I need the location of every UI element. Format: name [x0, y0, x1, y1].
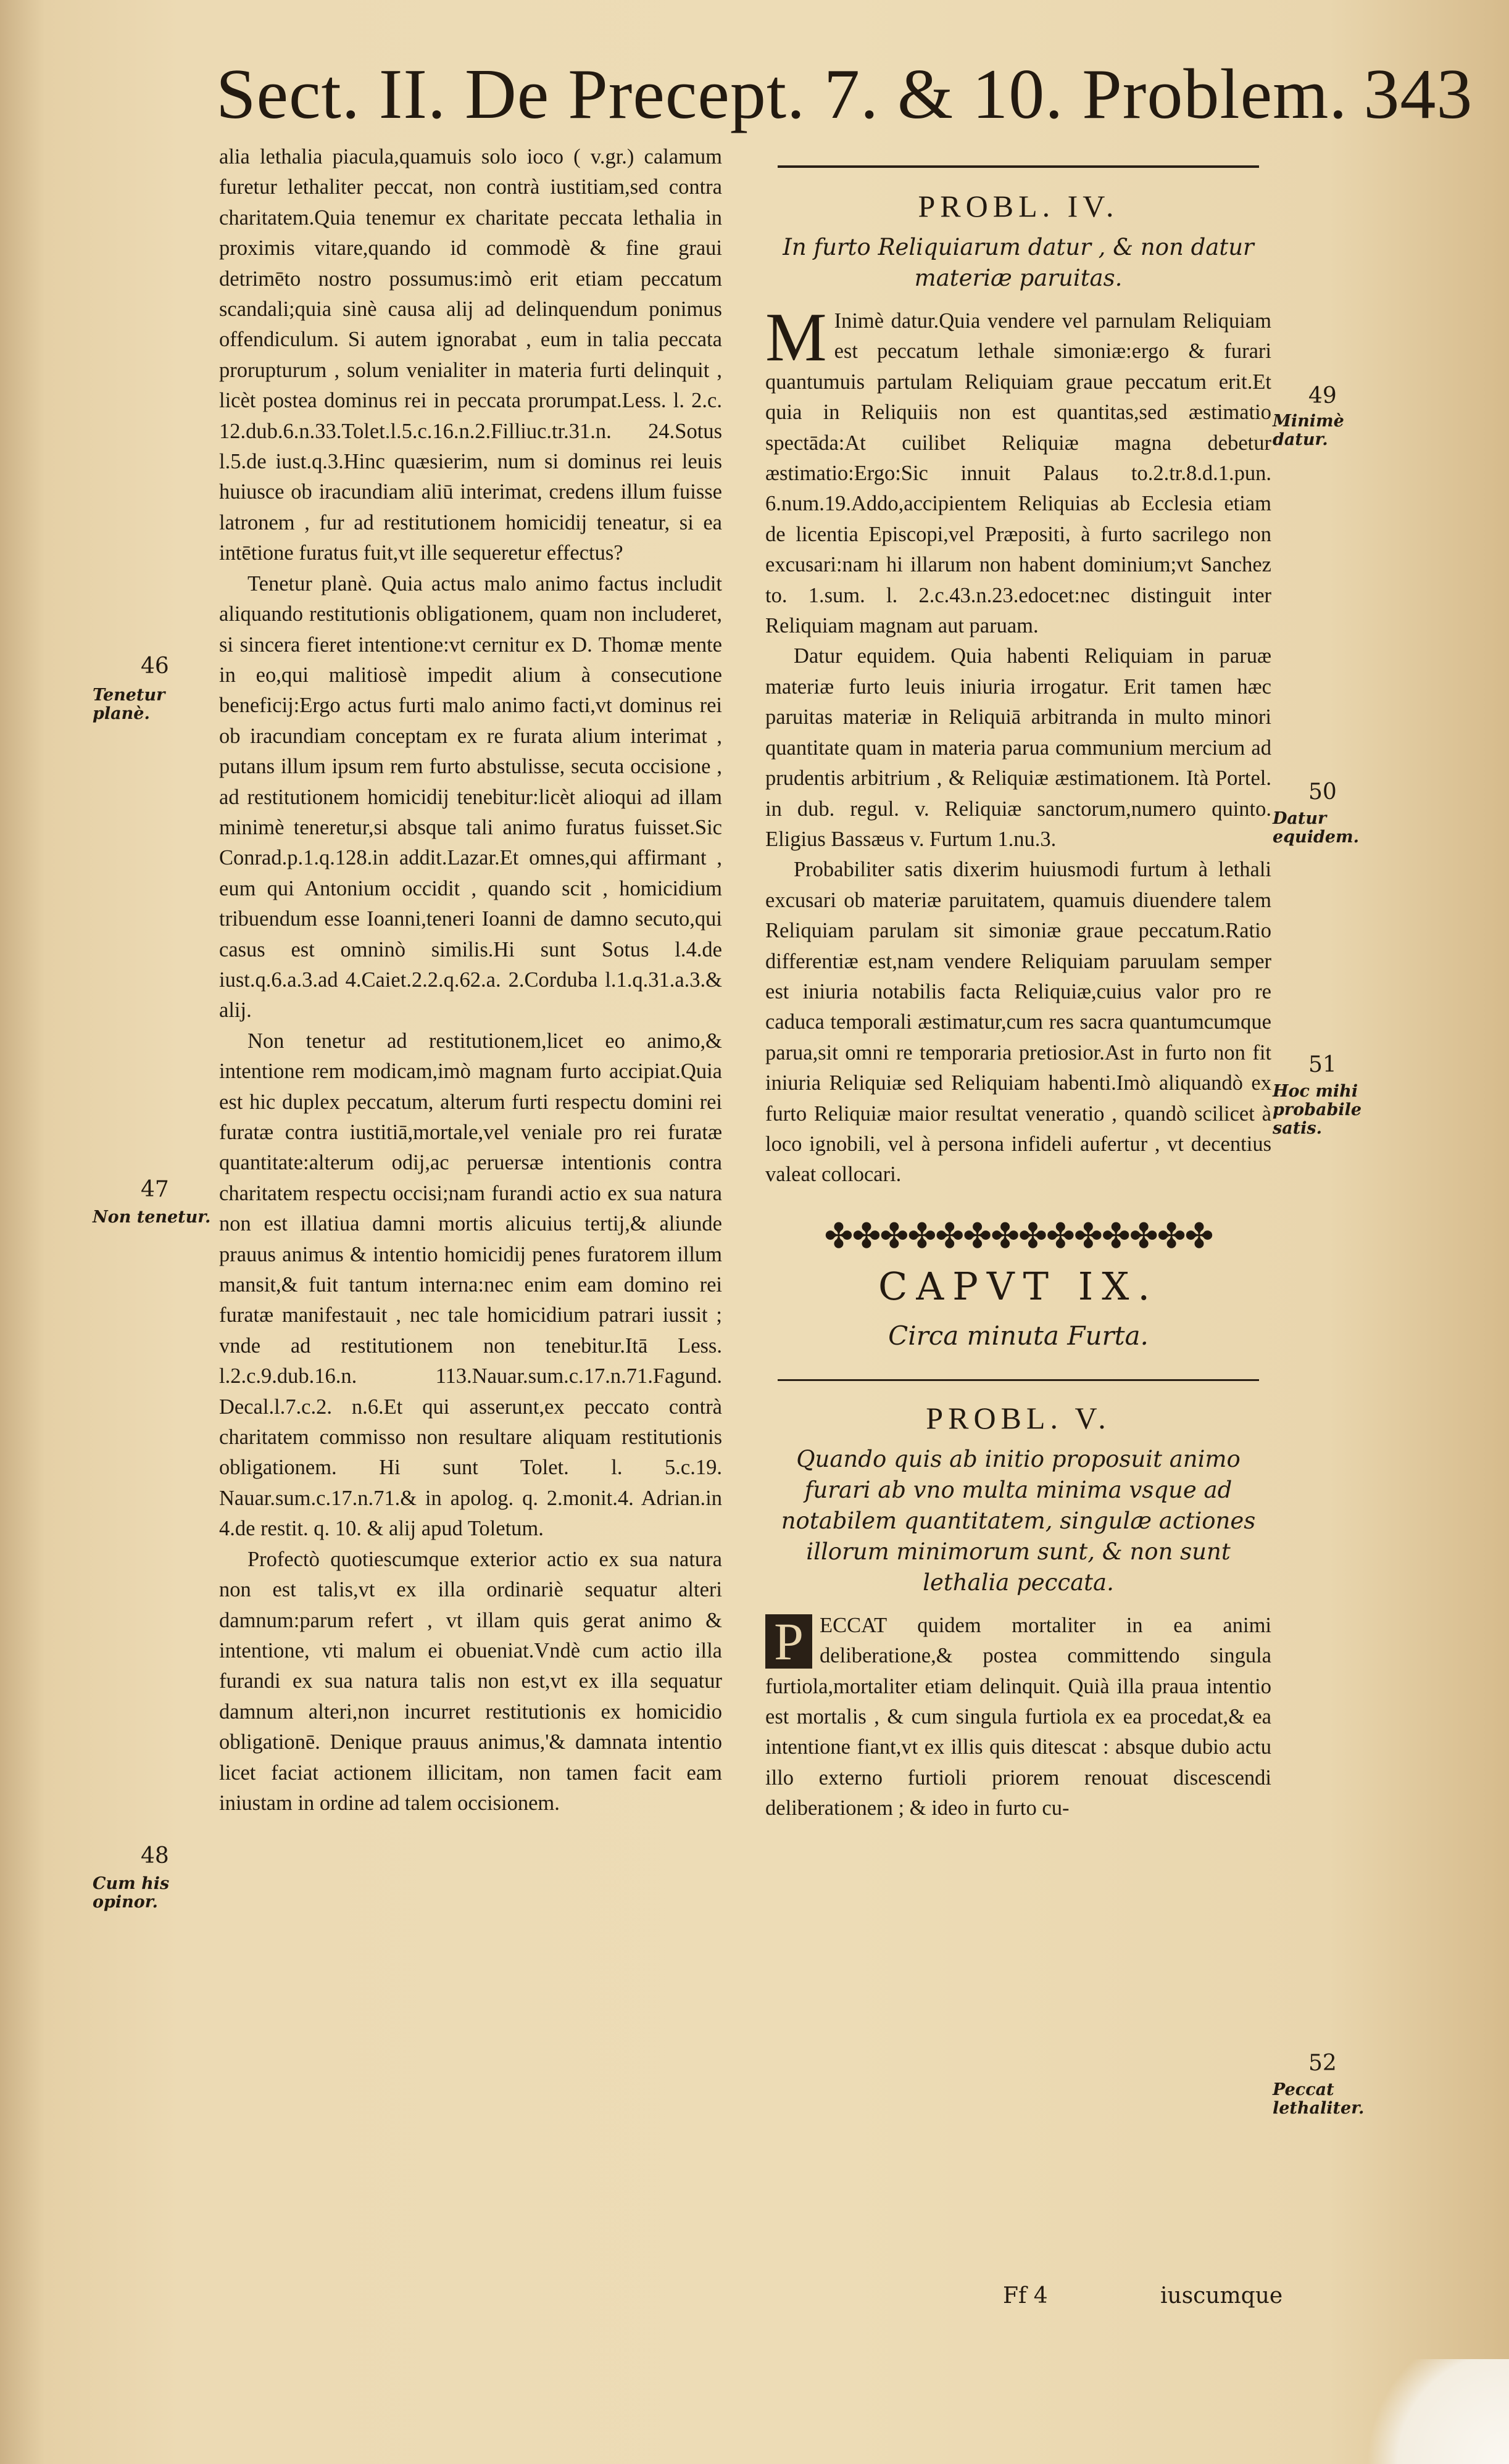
left-column — [219, 142, 722, 1819]
probl-iv-paragraph-1: Inimè datur.Quia vendere vel parnulam Reliquiam est peccatum lethale simoniæ:ergo & furari quantumuis partulam Reliquiam graue peccatum erit.Et quia in Reliquiis non est quantitas,sed æstimatio spectāda:At cuilibet Reliquiæ magna debetur æstimatio:Ergo:Sic innuit Palaus to.2.tr.8.d.1.pun. 6.num.19.Addo,accipientem Reliquias ab Ecclesia etiam de licentia Episcopi,vel Præpositi, à furto sacrilego non excusari:nam hi illarum non habent dominium;vt Sanchez to. 1.sum. l. 2.c.43.n.23.edocet:nec distinguit inter Reliquiam magnam aut paruam. — [765, 309, 1271, 638]
margin-number-51: 51 — [1308, 1052, 1337, 1077]
margin-note-48: Cum his opinor. — [93, 1874, 170, 1912]
page-number: 343 — [1363, 55, 1473, 134]
margin-number-47: 47 — [141, 1177, 169, 1202]
left-paragraph-4: Profectò quotiescumque exterior actio ex sua natura non est talis,vt ex illa ordinariè sequatur alteri damnum:parum refert , vt illam quis gerat animo & intentione, vti malum ei obueniat.Vndè cum actio illa furandi ex sua natura talis non est,vt ex illa sequatur damnum alteri,non incurret restitutionis ex homicidio obligationē. Denique prauus animus,'& damnata intentio licet faciat actionem illicitam, non tamen facit eam iniustam in ordine ad talem occisionem. — [219, 1547, 722, 1815]
probl-v-question: Quando quis ab initio proposuit animo furari ab vno multa minima vsque ad notabilem quantitatem, singulæ actiones illorum minimorum sunt, & non sunt lethalia peccata. — [781, 1445, 1256, 1596]
torn-corner — [1336, 2359, 1509, 2464]
caput-subtitle: Circa minuta Furta. — [888, 1320, 1149, 1351]
dropcap-p: P — [765, 1614, 812, 1669]
margin-note-52: Peccat lethaliter. — [1273, 2080, 1365, 2118]
margin-note-47: Non tenetur. — [93, 1208, 211, 1227]
probl-iv-title: PROBL. IV. — [918, 189, 1119, 223]
probl-iv-question: In furto Reliquiarum datur , & non datur materiæ paruitas. — [783, 234, 1254, 291]
caput-title: CAPVT IX. — [878, 1263, 1159, 1309]
margin-note-51: Hoc mihi probabile satis. — [1273, 1082, 1362, 1138]
dropcap-m: M — [765, 299, 827, 376]
section-rule — [778, 1379, 1259, 1381]
running-head — [216, 48, 1473, 141]
right-column — [765, 142, 1271, 1824]
margin-number-46: 46 — [141, 653, 169, 679]
margin-number-49: 49 — [1308, 383, 1337, 409]
margin-note-49: Minimè datur. — [1273, 412, 1344, 449]
probl-iv-paragraph-3: Probabiliter satis dixerim huiusmodi furtum à lethali excusari ob materiæ paruitatem, quamuis diuendere talem Reliquiam parulam sit simoniæ graue peccatum.Ratio differentiæ est,nam vendere Reliquiam paruulam semper est iniuria notabilis facta Reliquiæ,cuius valor pro re caduca temporali æstimatur,cum res sacra quantumcumque parua,sit omni re temporaria pretiosior.Ast in furto non fit iniuria Reliquiæ sed Reliquiam habenti.Imò aliquandò ex furto Reliquiæ maior resultat veneratio , quandò scilicet à loco ignobili, vel à persona infideli aufertur , vt decentius valeat collocari. — [765, 858, 1271, 1187]
margin-note-46: Tenetur planè. — [93, 686, 165, 723]
running-head-title: Sect. II. De Precept. 7. & 10. Problem. — [216, 55, 1348, 134]
probl-iv-paragraph-2: Datur equidem. Quia habenti Reliquiam in paruæ materiæ furto leuis iniuria irrogatur. Erit tamen hæc paruitas materiæ in Reliquiā arbitranda in multo minori quantitate quam in materia parua communium mercium ad prudentis arbitrium , & Reliquiæ æstimationem. Ità Portel. in dub. regul. v. Reliquiæ sanctorum,numero quinto. Eligius Bassæus v. Furtum 1.nu.3. — [765, 644, 1271, 851]
catchword: iuscumque — [1160, 2283, 1283, 2308]
signature-mark: Ff 4 — [1003, 2283, 1048, 2308]
ornament-band: ✤✤✤✤✤✤✤✤✤✤✤✤✤✤ — [824, 1216, 1213, 1256]
margin-note-50: Datur equidem. — [1273, 809, 1359, 847]
margin-number-48: 48 — [141, 1843, 169, 1869]
left-paragraph-2: Tenetur planè. Quia actus malo animo factus includit aliquando restitutionis obligationem, quam non includeret, si sincera fieret intentione:vt cernitur ex D. Thomæ mente in eo,qui malitiosè impedit alium à consecutione beneficij:Ergo actus furti malo animo facti,vt dominus rei ob iracundiam conceptam ex re furata alium interimat , putans illum ipsum rem furto abstulisse, secuta occisione , ad restitutionem homicidij tenebitur:licèt alioqui ad illam minimè teneretur,si absque tali animo furatus fuisset.Sic Conrad.p.1.q.128.in addit.Lazar.Et omnes,qui affirmant , eum qui Antonium occidit , quando scit , homicidium tribuendum esse Ioanni,teneri Ioanni de damno secuto,qui casus est omninò similis.Hi sunt Sotus l.4.de iust.q.6.a.3.ad 4.Caiet.2.2.q.62.a. 2.Corduba l.1.q.31.a.3.& alij. — [219, 571, 722, 1023]
probl-v-title: PROBL. V. — [926, 1400, 1111, 1435]
left-paragraph-1: alia lethalia piacula,quamuis solo ioco ( v.gr.) calamum furetur lethaliter peccat, non contrà iustitiam,sed contra charitatem.Quia tenemur ex charitate peccata lethalia in proximis vitare,quando id commodè & fine graui detrimēto nostro possumus:imò erit etiam peccatum scandali;quia sinè causa alij ad delinquendum ponimus offendiculum. Si autem ignorabat , eum in talia peccata prorupturum , solum venialiter in materia furti delinquit , licèt postea dominus rei in peccata prorumpat.Less. l. 2.c. 12.dub.6.n.33.Tolet.l.5.c.16.n.2.Filliuc.tr.31.n. 24.Sotus l.5.de iust.q.3.Hinc quæsierim, num si dominus rei leuis huiusce ob iracundiam aliū interimat, credens illum fuisse latronem , fur ad restitutionem homicidij teneatur, si ea intētione furatus fuit,vt ille sequeretur effectus? — [219, 145, 722, 565]
probl-v-paragraph-1: ECCAT quidem mortaliter in ea animi deliberatione,& postea committendo singula furtiola,mortaliter etiam delinquit. Quià illa praua intentio est mortalis , & cum singula furtiola ex ea procedat,& ea intentione fiant,vt ex illis quis ditescat : absque dubio actu illo externo furtioli priorem renouat discescendi deliberationem ; & ideo in furto cu- — [765, 1613, 1271, 1820]
margin-number-52: 52 — [1308, 2051, 1337, 2076]
left-paragraph-3: Non tenetur ad restitutionem,licet eo animo,& intentione rem modicam,imò magnam furto accipiat.Quia est hic duplex peccatum, alterum furti respectu domini rei furatæ contra iustitiā,mortale,vel veniale pro rei furatæ quantitate:alterum odij,ac peruersæ intentionis contra charitatem respectu occisi;nam furandi actio ex sua natura non est illatiua damni mortis alicuius tertij,& aliunde prauus animus & intentio homicidij penes furatorem illum mansit,& fuit tantum interna:nec enim eam domino rei furatæ manifestauit , nec tale homicidium patrari iussit ; vnde ad restitutionem non tenebitur.Itā Less. l.2.c.9.dub.16.n. 113.Nauar.sum.c.17.n.71.Fagund. Decal.l.7.c.2. n.6.Et qui asserunt,ex peccato contrà charitatem commisso non resultare aliquam restitutionis obligationem. Hi sunt Tolet. l. 5.c.19. Nauar.sum.c.17.n.71.& in apolog. q. 2.monit.4. Adrian.in 4.de restit. q. 10. & alij apud Toletum. — [219, 1029, 722, 1541]
top-rule — [778, 165, 1259, 168]
margin-number-50: 50 — [1308, 779, 1337, 805]
